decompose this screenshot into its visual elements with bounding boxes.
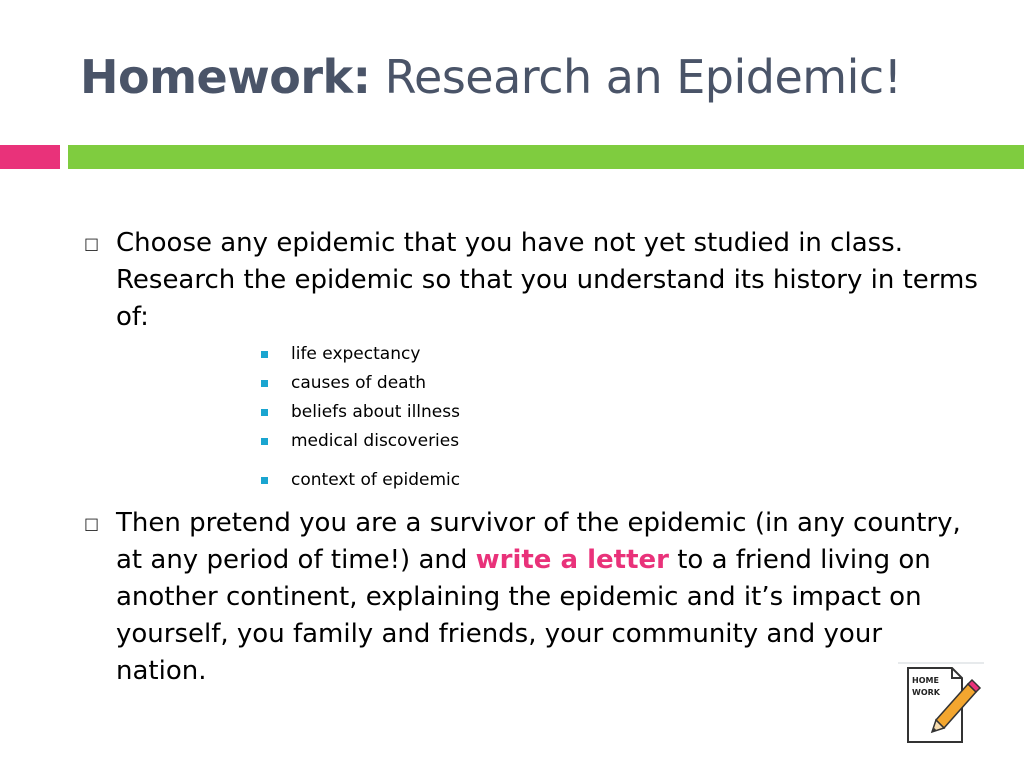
hollow-square-bullet-icon: □ (84, 234, 100, 253)
square-bullet-icon (261, 409, 268, 416)
bullet-text-2-end: to a friend living on another continent, explaining the epidemic and it’s impact on yourself, you family and friends, your community and your nation. (116, 545, 931, 686)
list-item (258, 398, 460, 427)
slide-title-bold: Homework: (80, 50, 371, 104)
homework-pencil-icon (898, 662, 984, 746)
sub-item-text: causes of death (291, 373, 427, 393)
list-item (258, 466, 460, 495)
sub-bullet-list (258, 340, 460, 495)
slide-title (80, 50, 902, 104)
bullet-text-2 (116, 505, 976, 690)
bullet-text-2-start: Then pretend you are a survivor of the epidemic (in any country, at any period of time!) and (116, 508, 961, 575)
list-item (258, 427, 460, 456)
accent-bar-green (68, 145, 1024, 169)
square-bullet-icon (261, 351, 268, 358)
list-item (258, 369, 460, 398)
highlight-write-a-letter: write a letter (475, 545, 669, 575)
square-bullet-icon (261, 380, 268, 387)
icon-label-home: HOME (912, 676, 939, 685)
sub-item-text: life expectancy (291, 344, 421, 364)
bullet-text-1: Choose any epidemic that you have not yet studied in class. Research the epidemic so that you understand its history in terms of: (116, 228, 978, 332)
square-bullet-icon (261, 438, 268, 445)
sub-item-text: beliefs about illness (291, 402, 460, 422)
slide-title-rest: Research an Epidemic! (370, 50, 902, 104)
sub-item-text: medical discoveries (291, 431, 460, 451)
accent-bar-pink (0, 145, 60, 169)
icon-label-work: WORK (912, 688, 940, 697)
square-bullet-icon (261, 477, 268, 484)
sub-item-text: context of epidemic (291, 470, 461, 490)
list-item (258, 340, 460, 369)
hollow-square-bullet-icon: □ (84, 514, 100, 533)
